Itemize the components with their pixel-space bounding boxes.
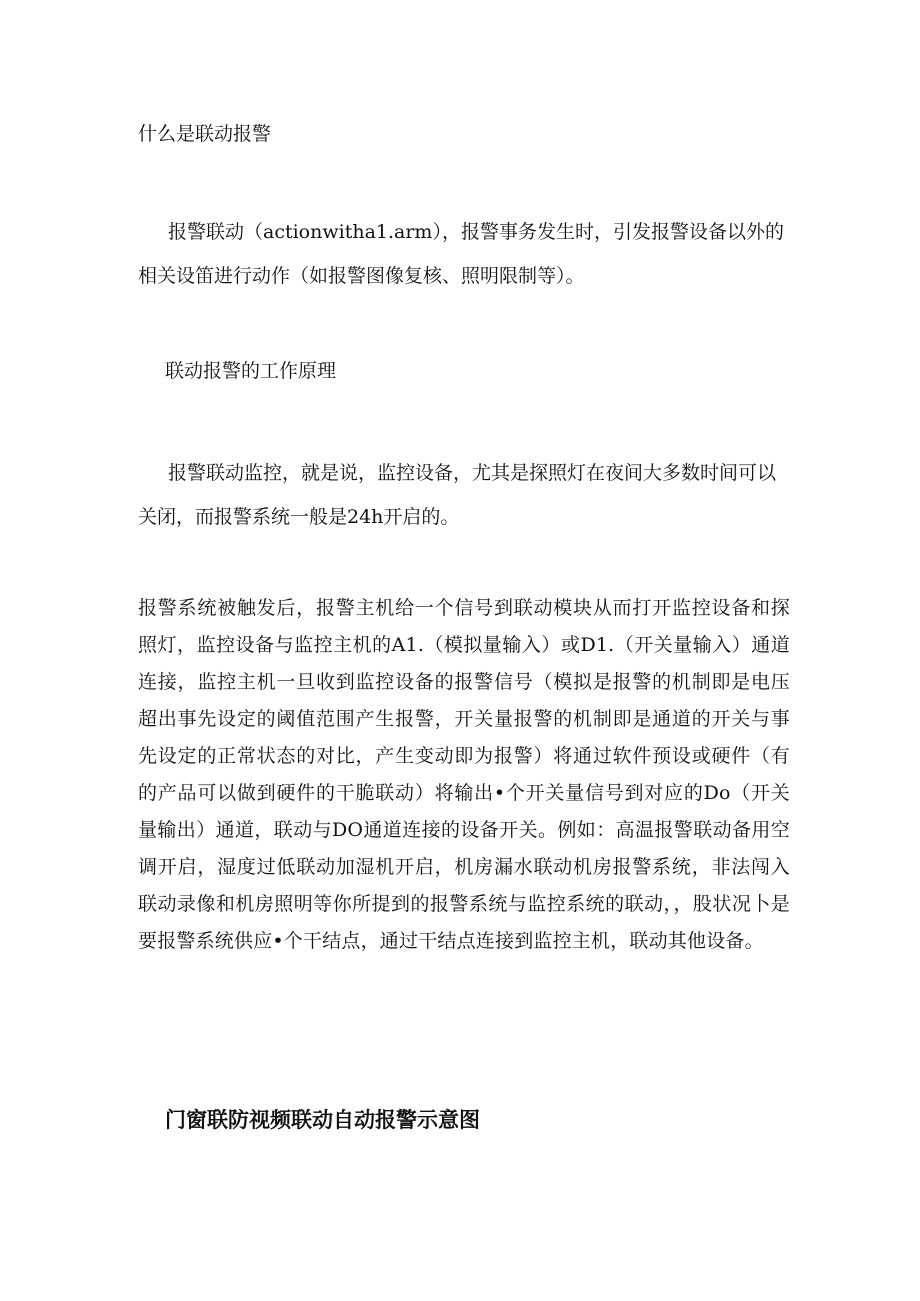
paragraph-mechanism: 报警系统被触发后，报警主机给一个信号到联动模块从而打开监控设备和探照灯，监控设备与监控主机的A1.（模拟量输入）或D1.（开关量输入）通道连接，监控主机一旦收到监控设备的报警信号（模拟是报警的机制即是电压超出事先设定的阈值范围产生报警，开关量报警的机制即是通道的开关与事先设定的正常状态的对比，产生变动即为报警）将通过软件预设或硬件（有的产品可以做到硬件的干脆联动）将输出•个开关量信号到对应的Do（开关量输出）通道，联动与DO通道连接的设备开关。例如：高温报警联动备用空调开启，湿度过低联动加湿机开启，机房漏水联动机房报警系统，非法闯入联动录像和机房照明等你所提到的报警系统与监控系统的联动，，股状况卜是要报警系统供应•个干结点，通过干结点连接到监控主机，联动其他设备。 — [138, 597, 790, 952]
section-heading-what-is-linkage-alarm: 什么是联动报警 — [138, 123, 272, 145]
section-heading-working-principle: 联动报警的工作原理 — [165, 360, 337, 382]
figure-caption: 门窗联防视频联动自动报警示意图 — [165, 1108, 480, 1132]
paragraph-monitoring: 报警联动监控，就是说，监控设备，尤其是探照灯在夜间大多数时间可以关闭，而报警系统一般是24h开启的。 — [138, 462, 777, 528]
paragraph-definition: 报警联动（actionwitha1.arm），报警事务发生时，引发报警设备以外的相关设笛进行动作（如报警图像复核、照明限制等）。 — [138, 221, 784, 287]
